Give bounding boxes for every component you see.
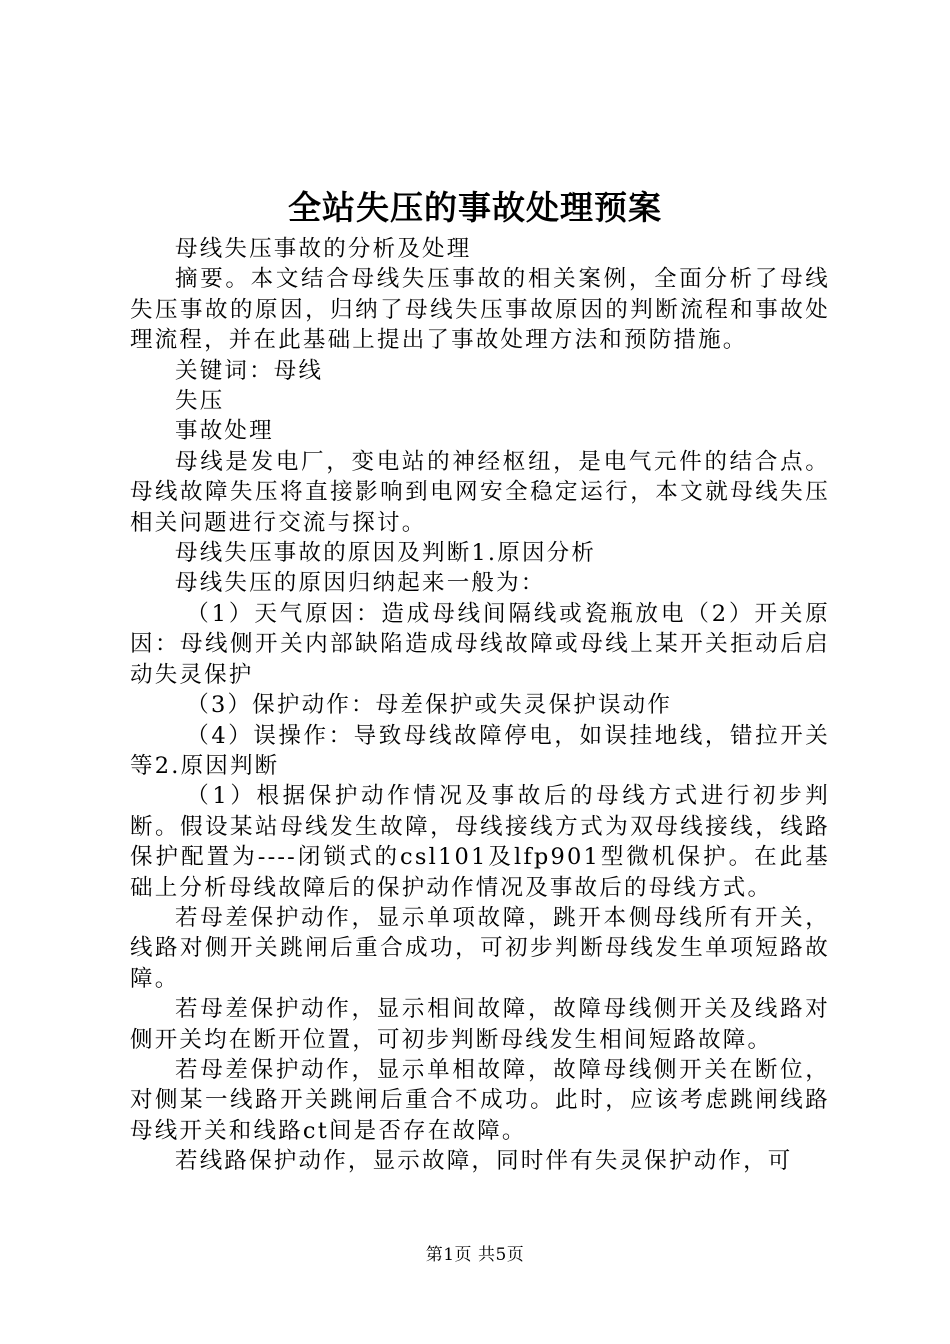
paragraph-abstract: 摘要。本文结合母线失压事故的相关案例，全面分析了母线失压事故的原因，归纳了母线失压事故原因的判断流程和事故处理流程，并在此基础上提出了事故处理方法和预防措施。	[130, 266, 830, 354]
document-title: 全站失压的事故处理预案	[288, 188, 662, 227]
paragraph-case-single-phase: 若母差保护动作，显示单项故障，跳开本侧母线所有开关，线路对侧开关跳闸后重合成功，可初步判断母线发生单项短路故障。	[130, 904, 830, 992]
paragraph-cause-misoperation: （4）误操作：导致母线故障停电，如误挂地线，错拉开关等2.原因判断	[130, 722, 830, 779]
paragraph-heading-analysis: 母线失压事故的分析及处理	[175, 236, 472, 262]
paragraph-cause-summary: 母线失压的原因归纳起来一般为：	[175, 570, 546, 597]
paragraph-keyword-accident-handling: 事故处理	[175, 418, 274, 445]
paragraph-introduction: 母线是发电厂，变电站的神经枢纽，是电气元件的结合点。母线故障失压将直接影响到电网安全稳定运行，本文就母线失压相关问题进行交流与探讨。	[130, 448, 830, 536]
page-footer: 第1页 共5页	[425, 1245, 525, 1265]
paragraph-case-line-protection: 若线路保护动作，显示故障，同时伴有失灵保护动作，可	[175, 1148, 793, 1175]
paragraph-cause-heading: 母线失压事故的原因及判断1.原因分析	[175, 540, 597, 567]
paragraph-cause-protection: （3）保护动作：母差保护或失灵保护误动作	[186, 692, 673, 719]
paragraph-keywords: 关键词：母线	[175, 357, 324, 384]
paragraph-cause-weather-switch: （1）天气原因：造成母线间隔线或瓷瓶放电（2）开关原因：母线侧开关内部缺陷造成母线故障或母线上某开关拒动后启动失灵保护	[130, 600, 830, 688]
paragraph-case-reclose-failure: 若母差保护动作，显示单相故障，故障母线侧开关在断位，对侧某一线路开关跳闸后重合不成功。此时，应该考虑跳闸线路母线开关和线路ct间是否存在故障。	[130, 1056, 830, 1144]
paragraph-judgement-initial: （1）根据保护动作情况及事故后的母线方式进行初步判断。假设某站母线发生故障，母线接线方式为双母线接线，线路保护配置为----闭锁式的csl101及lfp901型微机保护。在此基础上分析母线故障后的保护动作情况及事故后的母线方式。	[130, 783, 830, 901]
document-body	[130, 234, 830, 1177]
paragraph-keyword-voltage-loss: 失压	[175, 388, 225, 415]
paragraph-case-phase-to-phase: 若母差保护动作，显示相间故障，故障母线侧开关及线路对侧开关均在断开位置，可初步判断母线发生相间短路故障。	[130, 996, 830, 1053]
